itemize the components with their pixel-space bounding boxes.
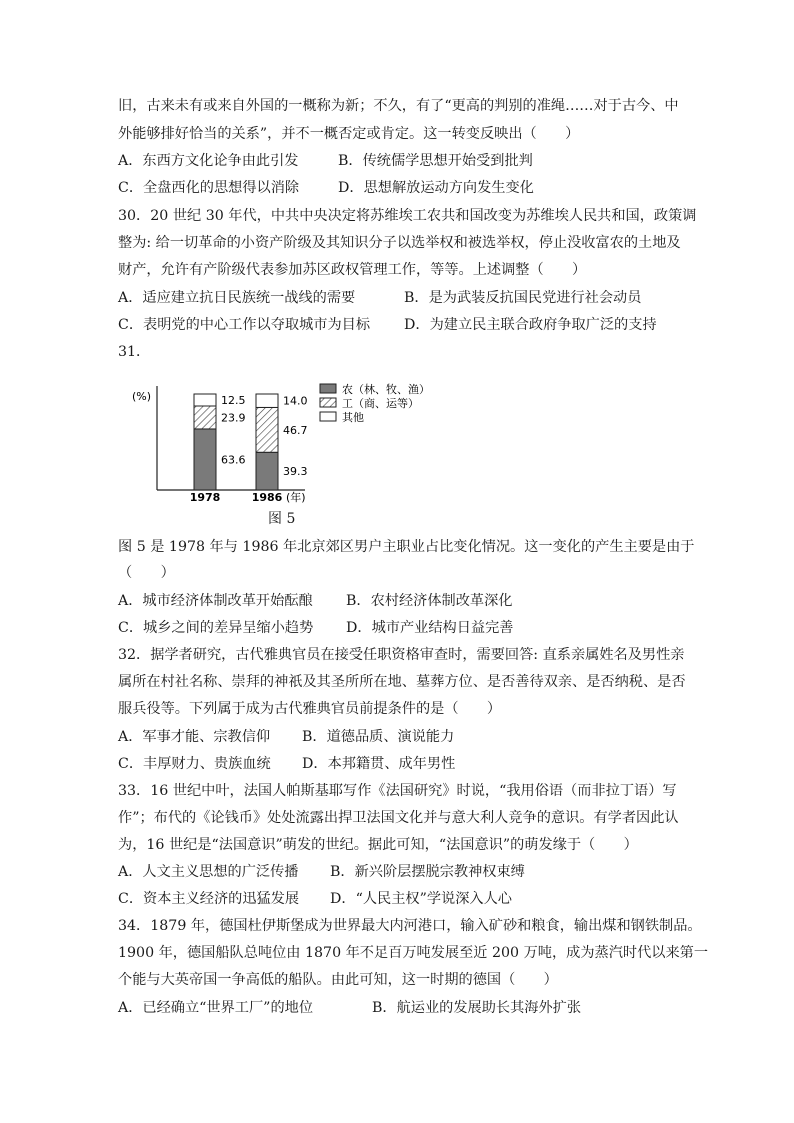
q32-option-c[interactable]: C．丰厚财力、贵族血统 [118, 756, 271, 772]
q32-stem-line-3: 服兵役等。下列属于成为古代雅典官员前提条件的是（ ） [118, 701, 502, 717]
data-label-1986-2: 46.7 [283, 423, 308, 437]
legend-label-2: 工（商、运等） [342, 397, 419, 410]
q32-stem-line-1: 32．据学者研究，古代雅典官员在接受任职资格审查时，需要回答: 直系亲属姓名及男性亲 [118, 647, 685, 663]
q33-stem-line-1: 33．16 世纪中叶，法国人帕斯基耶写作《法国研究》时说，“我用俗语（而非拉丁语）写 [118, 783, 677, 799]
q34-option-b[interactable]: B．航运业的发展助长其海外扩张 [372, 1000, 582, 1016]
legend-swatch-1 [320, 384, 336, 393]
bar-segment-1978-1 [194, 429, 216, 490]
q34-stem-line-3: 个能与大英帝国一争高低的船队。由此可知，这一时期的德国（ ） [118, 972, 558, 988]
figure-caption: 图 5 [268, 511, 296, 527]
q31-option-b[interactable]: B．农村经济体制改革深化 [346, 593, 513, 609]
data-label-1986-3: 14.0 [283, 394, 308, 408]
q32-option-b[interactable]: B．道德品质、演说能力 [302, 729, 455, 745]
bar-segment-1986-3 [256, 394, 278, 407]
bar-segment-1978-2 [194, 406, 216, 429]
q30-stem-line-3: 财产，允许有产阶级代表参加苏区政权管理工作，等等。上述调整（ ） [118, 262, 587, 278]
q31-option-d[interactable]: D．城市产业结构日益完善 [346, 620, 514, 636]
q29-stem-line-1: 旧，古来未有或来自外国的一概称为新；不久，有了“更高的判别的准绳……对于古今、中 [118, 98, 679, 114]
q30-option-c[interactable]: C．表明党的中心工作以夺取城市为目标 [118, 317, 371, 333]
q34-option-a[interactable]: A．已经确立“世界工厂”的地位 [118, 1000, 314, 1016]
q30-option-b[interactable]: B．是为武装反抗国民党进行社会动员 [404, 290, 642, 306]
y-axis-label: (%) [132, 390, 152, 403]
q32-stem-line-2: 属所在村社名称、崇拜的神祇及其圣所所在地、墓葬方位、是否善待双亲、是否纳税、是否 [118, 674, 686, 690]
data-label-1978-3: 12.5 [221, 394, 246, 407]
data-label-1978-1: 63.6 [221, 453, 246, 467]
q29-option-c[interactable]: C．全盘西化的思想得以消除 [118, 180, 300, 196]
bar-segment-1986-1 [256, 452, 278, 490]
x-tick-label-1978: 1978 [189, 491, 221, 504]
q31-option-a[interactable]: A．城市经济体制改革开始酝酿 [118, 593, 313, 609]
data-label-1986-1: 39.3 [283, 465, 308, 479]
q31-option-c[interactable]: C．城乡之间的差异呈缩小趋势 [118, 620, 314, 636]
legend-label-1: 农（林、牧、渔） [342, 383, 430, 396]
q33-option-c[interactable]: C．资本主义经济的迅猛发展 [118, 891, 300, 907]
legend-swatch-2 [320, 398, 336, 407]
stacked-bar-chart [130, 380, 460, 510]
q33-option-b[interactable]: B．新兴阶层摆脱宗教神权束缚 [330, 864, 525, 880]
q33-option-d[interactable]: D．“人民主权”学说深入人心 [330, 891, 512, 907]
figure-5-chart [130, 380, 460, 528]
q30-option-d[interactable]: D．为建立民主联合政府争取广泛的支持 [404, 317, 657, 333]
q33-stem-line-2: 作”；布代的《论钱币》处处流露出捍卫法国文化并与意大利人竞争的意识。有学者因此认 [118, 810, 679, 826]
q34-stem-line-1: 34．1879 年，德国杜伊斯堡成为世界最大内河港口，输入矿砂和粮食，输出煤和钢铁制品。 [118, 918, 702, 934]
legend-label-3: 其他 [342, 411, 364, 424]
q32-option-d[interactable]: D．本邦籍贯、成年男性 [302, 756, 456, 772]
bar-segment-1986-2 [256, 407, 278, 452]
q33-stem-line-3: 为，16 世纪是“法国意识”萌发的世纪。据此可知，“法国意识”的萌发缘于（ ） [118, 837, 638, 853]
q31-stem-line-2: （ ） [118, 565, 175, 581]
q29-option-a[interactable]: A．东西方文化论争由此引发 [118, 153, 299, 169]
q29-stem-line-2: 外能够排好恰当的关系”，并不一概否定或肯定。这一转变反映出（ ） [118, 126, 580, 142]
q32-option-a[interactable]: A．军事才能、宗教信仰 [118, 729, 271, 745]
q30-stem-line-2: 整为: 给一切革命的小资产阶级及其知识分子以选举权和被选举权，停止没收富农的土地及 [118, 235, 681, 251]
q30-stem-line-1: 30．20 世纪 30 年代，中共中央决定将苏维埃工农共和国改变为苏维埃人民共和国，政策调 [118, 208, 697, 224]
q33-option-a[interactable]: A．人文主义思想的广泛传播 [118, 864, 299, 880]
bar-segment-1978-3 [194, 394, 216, 406]
q29-option-d[interactable]: D．思想解放运动方向发生变化 [338, 180, 534, 196]
legend-swatch-3 [320, 412, 336, 421]
q31-number: 31． [118, 344, 151, 360]
x-tick-label-1986: 1986 [251, 491, 283, 504]
q34-stem-line-2: 1900 年，德国船队总吨位由 1870 年不足百万吨发展至近 200 万吨，成为蒸汽时代以来第一 [118, 945, 709, 961]
q31-stem-line-1: 图 5 是 1978 年与 1986 年北京郊区男户主职业占比变化情况。这一变化的产生主要是由于 [118, 539, 695, 555]
q29-option-b[interactable]: B．传统儒学思想开始受到批判 [338, 153, 533, 169]
data-label-1978-2: 23.9 [221, 411, 246, 425]
q30-option-a[interactable]: A．适应建立抗日民族统一战线的需要 [118, 290, 356, 306]
x-axis-unit-label: (年) [286, 491, 306, 504]
